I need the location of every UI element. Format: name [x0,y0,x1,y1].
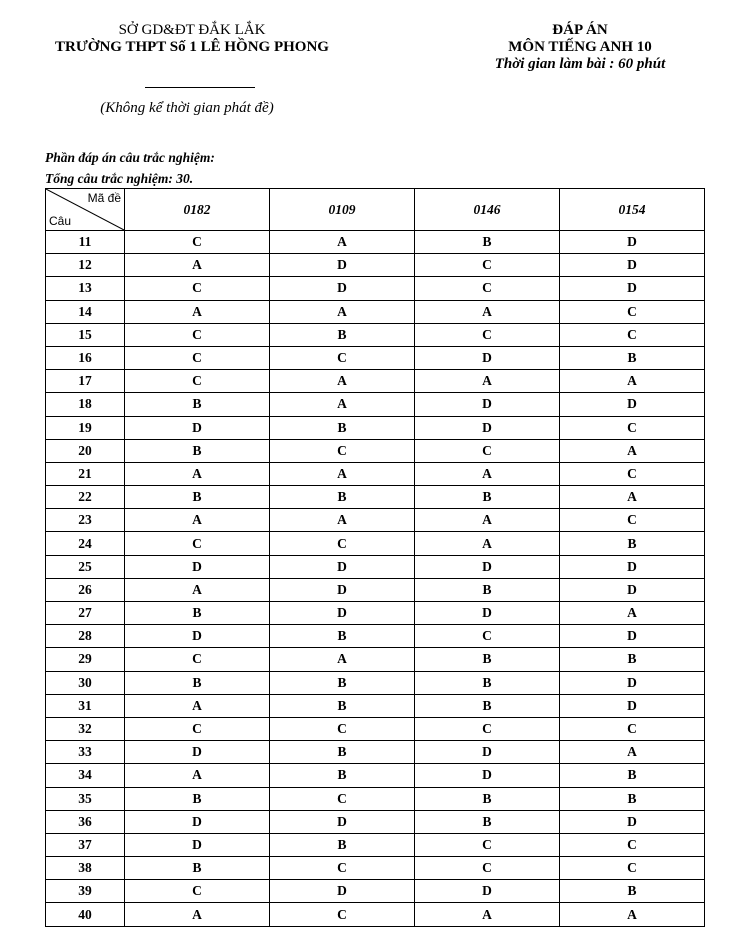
header-right [440,22,720,73]
answer-cell: C [560,416,705,439]
answer-cell: C [415,439,560,462]
answer-cell: C [560,509,705,532]
answer-cell: D [560,694,705,717]
answer-cell: A [125,254,270,277]
answer-cell: D [125,555,270,578]
answer-cell: A [415,532,560,555]
table-row [46,810,705,833]
answer-cell: A [125,903,270,926]
question-number: 34 [46,764,125,787]
answer-cell: D [560,625,705,648]
answer-cell: D [415,764,560,787]
answer-cell: D [125,741,270,764]
department-name: SỞ GD&ĐT ĐẮK LẮK [118,22,266,38]
question-number: 13 [46,277,125,300]
table-row [46,439,705,462]
answer-cell: D [560,578,705,601]
exam-code-header: 0182 [125,189,270,231]
question-number: 20 [46,439,125,462]
answer-cell: C [270,717,415,740]
question-number: 12 [46,254,125,277]
answer-cell: B [125,439,270,462]
answer-cell: B [560,880,705,903]
answer-cell: C [415,625,560,648]
question-number: 11 [46,231,125,254]
answer-cell: B [415,486,560,509]
answer-cell: C [125,880,270,903]
question-number: 31 [46,694,125,717]
answer-cell: D [415,741,560,764]
answer-cell: A [560,741,705,764]
answer-cell: C [125,532,270,555]
question-number: 16 [46,346,125,369]
answer-cell: C [270,532,415,555]
question-number: 39 [46,880,125,903]
answer-cell: C [415,254,560,277]
answer-cell: B [270,694,415,717]
answer-cell: A [125,509,270,532]
table-row [46,787,705,810]
answer-cell: C [125,231,270,254]
answer-cell: B [560,346,705,369]
question-count: Tổng câu trắc nghiệm: 30. [45,171,194,186]
table-row [46,741,705,764]
table-row [46,254,705,277]
answer-cell: C [125,277,270,300]
answer-cell: C [415,717,560,740]
answer-cell: A [270,648,415,671]
answer-cell: B [270,741,415,764]
table-row [46,694,705,717]
answer-cell: B [125,602,270,625]
school-name: TRƯỜNG THPT Số 1 LÊ HỒNG PHONG [55,39,329,55]
answer-cell: B [270,625,415,648]
section-heading: Phần đáp án câu trắc nghiệm: [45,150,215,165]
question-number: 26 [46,578,125,601]
answer-cell: A [560,602,705,625]
table-row [46,903,705,926]
answer-cell: B [270,323,415,346]
answer-cell: B [415,231,560,254]
table-row [46,555,705,578]
answer-cell: C [270,787,415,810]
header-divider [145,87,255,88]
question-number: 24 [46,532,125,555]
table-row [46,880,705,903]
answer-cell: B [125,486,270,509]
table-row [46,578,705,601]
answer-cell: A [270,462,415,485]
answer-cell: D [125,625,270,648]
question-number: 17 [46,370,125,393]
answer-cell: B [560,764,705,787]
answer-cell: D [560,393,705,416]
answer-cell: B [415,578,560,601]
answer-cell: D [415,416,560,439]
question-number: 29 [46,648,125,671]
answer-cell: A [415,300,560,323]
answer-cell: C [125,346,270,369]
answer-cell: C [415,277,560,300]
answer-cell: C [560,857,705,880]
answer-cell: A [415,370,560,393]
table-row [46,416,705,439]
answer-cell: C [270,857,415,880]
answer-cell: A [125,462,270,485]
answer-cell: B [270,833,415,856]
table-row [46,462,705,485]
exam-code-header: 0109 [270,189,415,231]
answer-cell: D [560,671,705,694]
answer-cell: D [125,833,270,856]
answer-cell: B [125,671,270,694]
table-row [46,625,705,648]
answer-cell: A [270,509,415,532]
answer-cell: C [560,462,705,485]
answer-cell: A [560,903,705,926]
answer-cell: D [415,880,560,903]
answer-cell: A [560,439,705,462]
answer-cell: B [270,416,415,439]
answer-cell: D [415,393,560,416]
answer-cell: A [415,462,560,485]
answer-cell: C [415,833,560,856]
question-number: 19 [46,416,125,439]
question-number: 32 [46,717,125,740]
time-note: (Không kể thời gian phát đề) [100,100,274,116]
table-row [46,671,705,694]
question-number: 22 [46,486,125,509]
answer-cell: A [125,694,270,717]
question-number: 35 [46,787,125,810]
question-number: 38 [46,857,125,880]
table-row [46,323,705,346]
answer-cell: C [270,346,415,369]
answer-cell: B [270,486,415,509]
corner-label-question: Câu [49,214,72,228]
answer-cell: C [125,323,270,346]
answer-cell: D [270,880,415,903]
answer-cell: A [270,231,415,254]
question-number: 28 [46,625,125,648]
question-number: 36 [46,810,125,833]
answer-cell: B [560,532,705,555]
answer-cell: D [125,416,270,439]
answer-cell: B [125,393,270,416]
table-row [46,833,705,856]
answer-cell: C [270,903,415,926]
answer-cell: B [270,671,415,694]
table-row [46,648,705,671]
table-row [46,370,705,393]
table-row [46,486,705,509]
corner-label-code: Mã đề [87,191,121,205]
question-number: 23 [46,509,125,532]
question-number: 33 [46,741,125,764]
exam-code-header: 0146 [415,189,560,231]
answer-cell: B [415,694,560,717]
answer-cell: C [560,300,705,323]
table-row [46,764,705,787]
table-row [46,602,705,625]
answer-cell: D [270,254,415,277]
answer-table [45,188,705,927]
answer-cell: B [415,671,560,694]
answer-cell: A [125,764,270,787]
answer-cell: B [560,648,705,671]
answer-cell: C [560,717,705,740]
answer-cell: A [125,300,270,323]
question-number: 40 [46,903,125,926]
question-number: 14 [46,300,125,323]
question-number: 37 [46,833,125,856]
document-title: ĐÁP ÁN [552,22,608,38]
answer-cell: B [125,787,270,810]
answer-cell: C [415,857,560,880]
answer-cell: B [415,648,560,671]
answer-cell: D [560,810,705,833]
answer-cell: A [270,370,415,393]
answer-cell: A [415,903,560,926]
answer-cell: D [560,231,705,254]
table-row [46,346,705,369]
subject-name: MÔN TIẾNG ANH 10 [508,39,652,55]
answer-cell: C [560,833,705,856]
answer-cell: D [270,810,415,833]
table-row [46,509,705,532]
answer-cell: D [270,578,415,601]
answer-cell: C [560,323,705,346]
exam-duration: Thời gian làm bài : 60 phút [494,56,666,72]
answer-cell: A [560,486,705,509]
answer-cell: D [415,555,560,578]
question-number: 25 [46,555,125,578]
answer-cell: D [270,555,415,578]
answer-cell: C [125,717,270,740]
answer-table-header [46,189,705,231]
answer-cell: D [560,277,705,300]
answer-cell: B [415,810,560,833]
answer-cell: C [125,648,270,671]
answer-cell: B [270,764,415,787]
answer-cell: D [270,602,415,625]
question-number: 30 [46,671,125,694]
answer-cell: C [270,439,415,462]
answer-cell: B [560,787,705,810]
answer-cell: D [270,277,415,300]
answer-cell: B [125,857,270,880]
answer-cell: D [560,254,705,277]
answer-cell: B [415,787,560,810]
question-number: 21 [46,462,125,485]
table-row [46,277,705,300]
table-row [46,300,705,323]
answer-cell: A [270,393,415,416]
answer-cell: C [125,370,270,393]
answer-cell: A [415,509,560,532]
answer-cell: D [560,555,705,578]
table-row [46,231,705,254]
question-number: 27 [46,602,125,625]
answer-cell: D [415,602,560,625]
answer-cell: A [560,370,705,393]
question-number: 15 [46,323,125,346]
answer-cell: A [270,300,415,323]
answer-cell: C [415,323,560,346]
exam-code-header: 0154 [560,189,705,231]
answer-cell: A [125,578,270,601]
table-row [46,532,705,555]
table-row [46,393,705,416]
corner-cell [46,189,125,231]
header-left [22,22,362,56]
table-row [46,857,705,880]
answer-cell: D [125,810,270,833]
table-row [46,717,705,740]
question-number: 18 [46,393,125,416]
answer-cell: D [415,346,560,369]
